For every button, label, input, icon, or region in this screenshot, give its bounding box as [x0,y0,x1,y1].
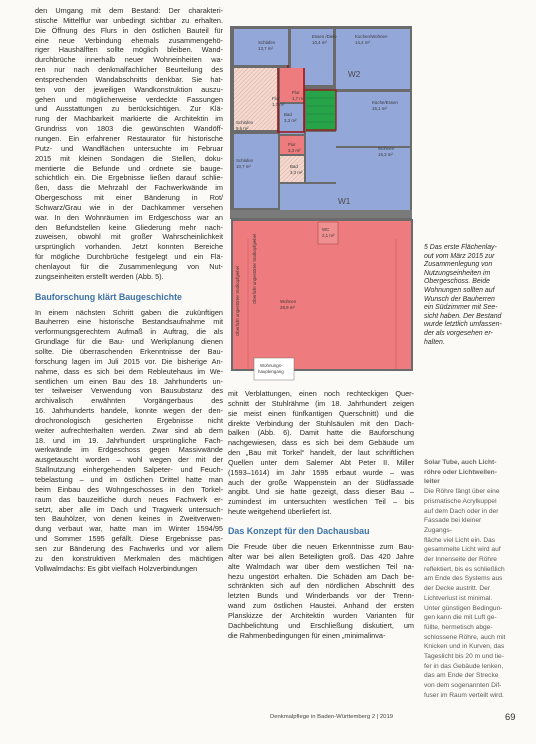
text-line: raum das bauzeitliche durch neues Fachwerk er- [35,494,223,504]
text-line: eine neue Verbindung ehemals zusammengehö- [35,35,223,45]
text-line: Planskizze der Architektin wurden Varianten für [228,610,414,620]
vertical-label-left: Oberlicht ungestörter Südkopfgiebel [235,265,240,336]
text-line: reflektiert, bis es schließlich [424,565,505,573]
text-line: gehen und möglicherweise verdeckte Fassungen [35,94,223,104]
text-line: war. In den Wohnräumen im Erdgeschoss war an [35,212,223,222]
text-line: Obergeschoss mit einer Bänderung in Rot/ [35,193,223,203]
text-column-middle [228,389,414,640]
text-line: alte Walmdach war über dem westlichen Teil na- [228,561,414,571]
svg-text:9,6 m²: 9,6 m² [236,126,249,131]
text-line: letzten Bunds und Winderbands vor der Trenn- [228,591,414,601]
text-line: Putz- und Wandflächen untersuchte im Februar [35,143,223,153]
svg-text:2,1 m²: 2,1 m² [322,233,335,238]
text-line: ßen, dass die Mehrzahl der Fachwerkwände im [35,183,223,193]
sidebar-heading [424,458,507,487]
text-line: zu den konstruktiven Merkmalen des mächtigen [35,553,223,563]
text-line: Obergeschoss. Beide [424,278,490,286]
text-line: den Umgang mit dem Bestand: Der charakteri- [35,6,223,15]
svg-text:1,7 m²: 1,7 m² [272,102,285,107]
text-line: wand zum östlichen Haustei. Anhand der ersten [228,601,414,611]
label-essen-diele: Essen /Diele [312,34,337,39]
text-line: Dachbelichtung und Erschließung diskutiert, um [228,620,414,630]
text-line: (1593–1614) im Jahr 1595 erbaut wurde – was [228,467,414,477]
label-flur-c: Flur [288,142,296,147]
text-line: verformungsgerechtem Aufmaß in Auftrag, die als [35,327,223,337]
text-line: Die Freude über die neuen Erkenntnisse zum Bau- [228,541,414,551]
section-heading-konzept: Das Konzept für den Dachausbau [228,525,370,536]
text-line: Die Röhre fängt über eine [424,488,500,496]
text-line: Knicken und in Kurven, das [424,643,505,651]
text-line: Wohnungen sollten auf [424,286,495,294]
svg-text:10,4 m²: 10,4 m² [312,40,327,45]
text-line: sicht haben. Der Bestand [424,312,502,320]
text-line: drochronologisch gesicherten Ergebnisse nicht [35,415,223,425]
text-line: balken (Abb. 6). Damit hatte die Bauforschung [228,428,414,438]
svg-text:1,7 m²: 1,7 m² [292,96,305,101]
text-line: den Befundstellen keine Gliederung mehr nach- [35,222,223,232]
text-line: Lichtverlust ist minimal. [424,594,493,602]
text-line: durchbrüche innerhalb neuer Wohneinheiten wa- [35,55,223,65]
text-line: der Innenseite der Röhre [424,556,497,564]
text-line: Stallnutzung einhergehenden Salpeter- und Feuch- [35,465,223,475]
text-line: archivalisch erwähnten Vorgängerbaus des [35,396,223,406]
text-line: Unter günstigen Bedingun- [424,604,503,612]
text-line: sen zur Bänderung des Fachwerks und vor allem [35,543,223,553]
text-line: beim Einbau des Wohngeschosses in den Torkel- [35,484,223,494]
text-line: fläche viel Licht ein. Das [424,536,496,544]
text-line: füllte, hermetisch abge- [424,623,493,631]
text-line: Bauherren eine historische Bestandsaufnahme mit [35,317,223,327]
text-line: heute weitgehend überliefert ist. [228,507,332,517]
text-line: sollte. Die überraschenden Erkenntnisse der Bau- [35,347,223,356]
text-line: fuser im Raum verteilt wird. [424,691,504,699]
text-line: ausgetauscht worden – wohl wegen der mit der [35,455,223,465]
label-kueche-essen: Küche/Essen [372,100,398,105]
svg-text:hauptengang: hauptengang [258,369,284,374]
text-line: am Ende des Systems aus [424,575,503,583]
text-line: und Sommer 1595 gefällt. Diese Ergebnisse pas- [35,534,223,544]
journal-footer: Denkmalpflege in Baden-Württemberg 2 | 2019 [270,714,394,720]
label-wc: WC [322,227,330,232]
text-column-left [35,6,223,573]
text-line: ursprünglich vorhanden. Jetzt konnten Bereiche [35,242,223,252]
text-line: die Rahmenbedingungen für einen „minimalinva- [228,630,386,640]
text-line: tebelastung – und im östlichen Drittel hatte man [35,474,223,484]
room-schlafen-lower [234,134,278,208]
text-line: ter teilweiser Verwendung von Bausubstanz des [35,386,223,396]
paragraph-konzept [228,542,414,640]
text-line: mit Verblattungen, einen noch rechteckigen Quer- [228,389,414,398]
text-line: ten Bauhölzer, von denen keines in Zweitverwen- [35,514,223,524]
unit-label-w1: W1 [338,197,351,206]
svg-text:10,7 m²: 10,7 m² [236,164,251,169]
text-line: zungseinheiten erstellt werden (Abb. 5). [35,271,164,281]
svg-text:14,4 m²: 14,4 m² [355,40,370,45]
text-line: stische Mittelflur war unbedingt sichtbar zu erhalten. [35,15,223,25]
text-line: auf dem Dach oder in der [424,507,499,515]
text-line: 18. und im 19. Jahrhundert ursprüngliche Fach- [35,435,223,445]
text-line: schränkten sich auf den nördlichen Abschnitt des [228,581,414,591]
text-line: und Ausstattungen zu berücksichtigen. Zur Klä- [35,104,223,114]
text-line: Grundriss von 1803 die gewünschten Wandöff- [35,124,223,134]
text-line: Fassade bei kleiner Zugangs- [424,517,482,534]
text-line: den „Bau mit Torkel“ handelt, der laut schriftlichen [228,448,414,458]
label-schlafen-lower: Schlafen [236,158,254,163]
label-bad-b: Bad [290,164,298,169]
label-wohnen-big: Wohnen [280,299,297,304]
text-line: werkwände im Erdgeschoss gegen Massivwände [35,445,223,455]
text-line: der Decke austritt. Der [424,585,490,593]
room-corridor-w1 [280,184,336,212]
text-line: nungen. Ein erfahrener Restaurator für historische [35,133,223,143]
text-line: nahme, dass es sich bei dem Rebleutehaus im We- [35,366,223,376]
text-line: schlossene Röhre, auch mit [424,633,506,641]
unit-label-w2: W2 [348,70,361,79]
sidebar-body [424,487,507,700]
svg-text:13,7 m²: 13,7 m² [258,46,273,51]
text-line: Schwarz/Grau wie in der Dachkammer versehen [35,202,223,212]
text-line: Solar Tube, auch Licht- [424,459,497,466]
paragraph-intro [35,6,223,282]
room-flur-middle [306,132,336,182]
text-line: Die Öffnung des Flurs in den östlichen Bauteil für [35,25,223,35]
room-bad-lower [280,156,304,182]
figure-caption [424,244,506,347]
text-line: direkte Verbindung der Stuhlsäulen mit den Dach- [228,418,414,428]
text-line: out vom März 2015 zur [424,252,495,260]
entrance-label: Wohnungs- [260,363,283,368]
text-line: mentierte die Befunde und ordnete sie bauge- [35,163,223,173]
stair-green [306,90,336,130]
section-heading-bauforschung: Bauforschung klärt Baugeschichte [35,291,182,302]
label-schlafen-upper: Schlafen [258,40,276,45]
text-line: angibt. Und sie hatte gezeigt, dass dieser Bau – [228,487,414,497]
text-line: Nutzungseinheiten im [424,269,491,277]
text-line: gen kann die mit Luft ge- [424,614,497,622]
text-line: forschung lagen im Juli 2015 vor. Die bisherige An- [35,356,223,366]
text-line: ein Südzimmer mit See- [424,304,498,312]
text-line: für mögliche Durchbrüche festgelegt und ein Flä- [35,252,223,262]
svg-text:3,3 m²: 3,3 m² [284,118,297,123]
label-wohnen-right: Wohnen [378,146,395,151]
text-line: setzt, aber alle im Dach und Tragwerk untersuch- [35,504,223,514]
floor-plan-figure [228,24,414,384]
vertical-label-right: Oberlicht ungestörter Südkopfgiebel [252,233,257,304]
text-line: ten von der jeweiligen Wandkonstruktion auszu- [35,84,223,94]
text-line: weiter aufrechterhalten werden. Zwar sind ab dem [35,425,223,435]
text-line: röhre oder Lichtwellen- [424,468,497,476]
page-number: 69 [505,711,516,722]
text-line: halten. [424,338,445,346]
label-flur-b: Flur [272,96,280,101]
text-line: nachgewiesen, dass es sich bei dem Gebäude um [228,438,414,448]
text-line: fer in das Gebäude lenken, [424,662,504,670]
text-line: zumindest im untersuchten westlichen Teil – bis [228,497,414,507]
svg-text:15,1 m²: 15,1 m² [372,106,387,111]
text-line: zuweisen, obwohl mit großer Wahrscheinlichkeit [35,232,223,242]
text-line: sie meist einen fünfkantigen Querschnitt) und die [228,408,414,418]
text-line: alter war bei allen Beteiligten groß. Das 420 Jahre [228,551,414,561]
text-line: In einem nächsten Schritt gaben die zukünftigen [35,307,223,317]
text-line: dung verbaut war, hatte man im Winter 1594/95 [35,524,223,534]
text-line: 16. Jahrhunderts handele, konnte wegen der den- [35,406,223,416]
text-line: gesammelte Licht wird auf [424,546,501,554]
svg-text:3,3 m²: 3,3 m² [290,170,303,175]
text-line: hezu ungestört erhalten. Die Schäden am Dach be- [228,571,414,581]
text-line: schichtlich ein. Die Ergebnisse ließen darauf schlie- [35,173,223,183]
text-line: das am Ende der Strecke [424,672,499,680]
label-schlafen-middle: Schlafen [236,120,254,125]
text-line: auch der große Wappenstein an der Südfassade [228,477,414,487]
text-line: chenlayout für die Zusammenlegung von Nut- [35,261,223,271]
text-line: rung der Machbarkeit markierte die Architektin im [35,114,223,124]
text-line: Quellen unter dem Salemer Abt Peter II. Miller [228,457,414,467]
text-line: wurde letztlich umfassen- [424,321,502,329]
text-line: ren nur nach denkmalfachlicher Beurteilung des [35,65,223,75]
text-line: 2015 mit kleinen Sondagen die Stellen, doku- [35,153,223,163]
paragraph-bauforschung [35,308,223,574]
text-line: Wunsch der Bauherren [424,295,495,303]
text-line: Vollwalmdachs: Es gibt vielfach Holzverbindungen [35,563,198,573]
svg-text:3,3 m²: 3,3 m² [288,148,301,153]
text-line: Zusammenlegung von [424,261,493,269]
text-line: riger Haushälften sollte möglich bleiben. Wand- [35,45,223,55]
text-line: Grundlage für die Bau- und Werkplanung dienen [35,337,223,347]
text-line: leiter [424,478,440,486]
text-line: der als vorgesehen er- [424,329,493,337]
svg-text:28,9 m²: 28,9 m² [280,305,295,310]
label-flur-a: Flur [292,90,300,95]
text-line: 5 Das erste Flächenlay- [424,244,497,251]
text-line: Tageslicht bis 20 m und tie- [424,653,504,661]
sidebar-solar-tube [424,458,507,701]
label-kochen-wohnen: Kochen/Wohnen [355,34,388,39]
paragraph-dendro [228,389,414,517]
text-line: schnitt der Stuhlrähme (im 18. Jahrhundert zeigen [228,398,414,408]
svg-text:16,3 m²: 16,3 m² [378,152,393,157]
label-bad-a: Bad [284,112,292,117]
text-line: von dem sogenannten Dif- [424,682,502,690]
text-line: sentlichen um einen Bau des 18. Jahrhunderts un- [35,376,223,386]
text-line: prismatische Acrylkuppel [424,497,497,505]
text-line: entsprechenden Wandabschnitts denkbar. Sie hat- [35,74,223,84]
